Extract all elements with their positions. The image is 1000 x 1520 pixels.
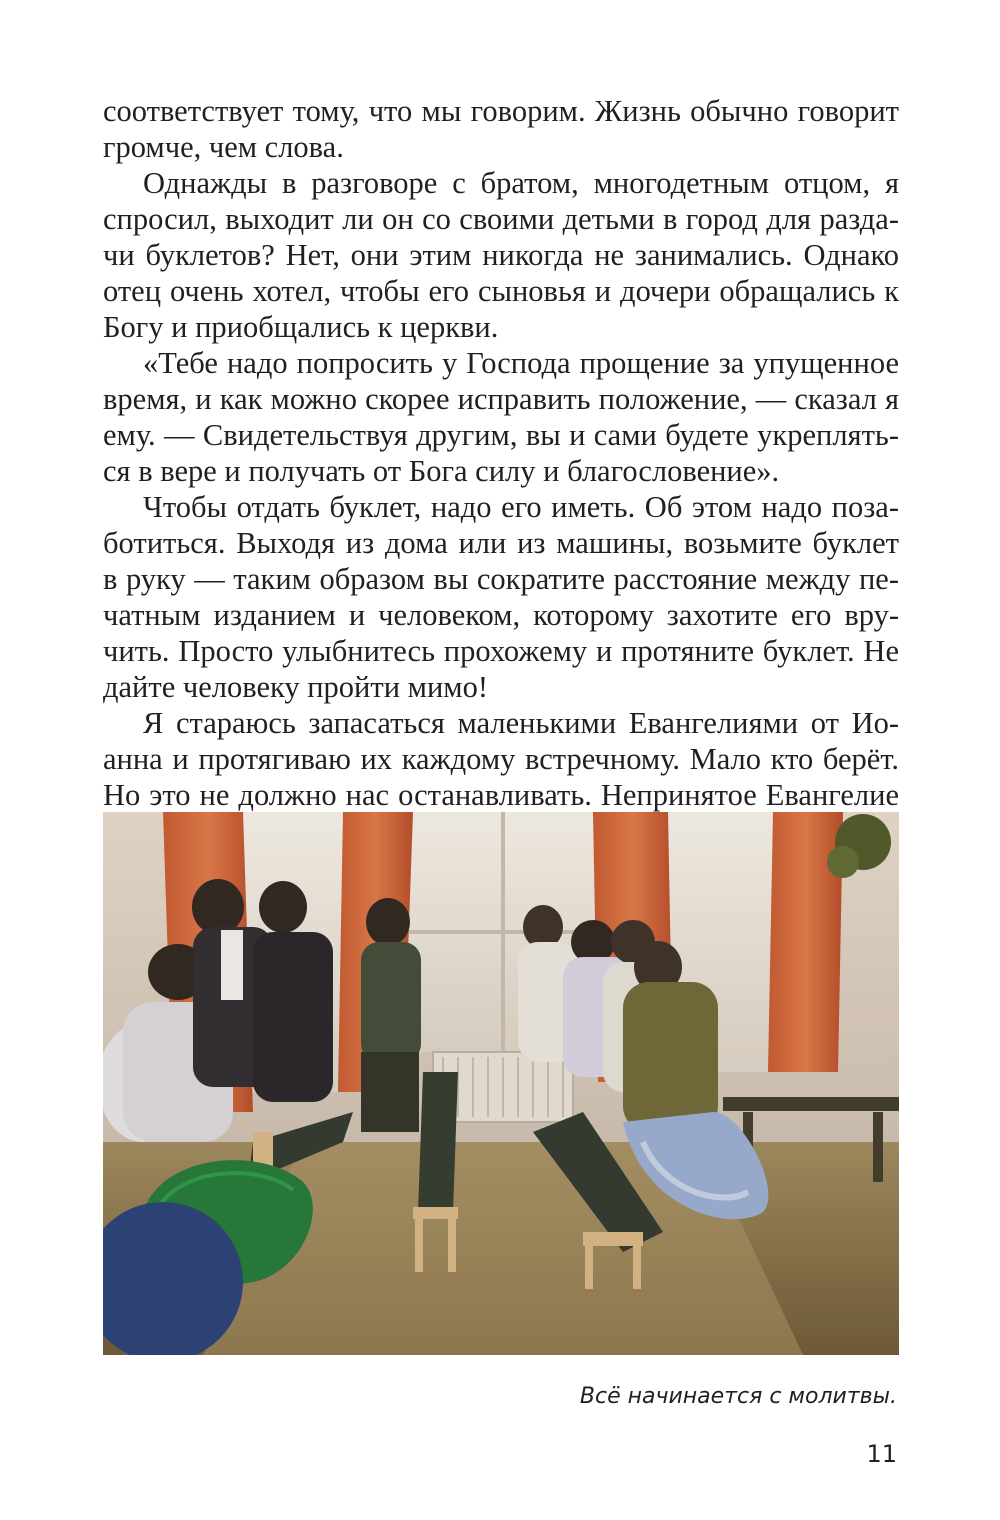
- text-line: в руку — таким образом вы сократите расстояние между пе-: [103, 562, 899, 596]
- text-line: Однажды в разговоре с братом, многодетным отцом, я: [143, 166, 899, 200]
- text-line: чить. Просто улыбнитесь прохожему и протяните буклет. Не: [103, 634, 899, 668]
- text-line: чатным изданием и человеком, которому захотите его вру-: [103, 598, 899, 632]
- text-line: громче, чем слова.: [103, 130, 344, 164]
- text-line: ему. — Свидетельствуя другим, вы и сами будете укреплять-: [103, 418, 899, 452]
- text-line: Я стараюсь запасаться маленькими Евангелиями от Ио-: [143, 706, 899, 740]
- photo-illustration: [103, 812, 899, 1355]
- text-line: время, и как можно скорее исправить положение, — сказал я: [103, 382, 899, 416]
- photo-people-praying: [103, 812, 899, 1355]
- photo-caption: Всё начинается с молитвы.: [579, 1384, 897, 1409]
- text-line: дайте человеку пройти мимо!: [103, 670, 488, 704]
- body-text: [103, 93, 899, 849]
- paragraph: [103, 165, 899, 345]
- text-line: «Тебе надо попросить у Господа прощение за упущенное: [143, 346, 899, 380]
- paragraph: [103, 489, 899, 705]
- text-line: чи буклетов? Нет, они этим никогда не занимались. Однако: [103, 238, 899, 272]
- paragraph: [103, 345, 899, 489]
- text-line: Чтобы отдать буклет, надо его иметь. Об этом надо поза-: [143, 490, 899, 524]
- paragraph: [103, 93, 899, 165]
- text-line: отец очень хотел, чтобы его сыновья и дочери обращались к: [103, 274, 899, 308]
- text-line: ботиться. Выходя из дома или из машины, возьмите буклет: [103, 526, 899, 560]
- text-line: соответствует тому, что мы говорим. Жизнь обычно говорит: [103, 94, 899, 128]
- text-line: спросил, выходит ли он со своими детьми в город для разда-: [103, 202, 899, 236]
- text-line: Богу и приобщались к церкви.: [103, 310, 499, 344]
- text-line: ся в вере и получать от Бога силу и благословение».: [103, 454, 780, 488]
- text-line: анна и протягиваю их каждому встречному. Мало кто берёт.: [103, 742, 899, 776]
- page-number: 11: [866, 1440, 897, 1468]
- text-line: Но это не должно нас останавливать. Непринятое Евангелие: [103, 778, 899, 812]
